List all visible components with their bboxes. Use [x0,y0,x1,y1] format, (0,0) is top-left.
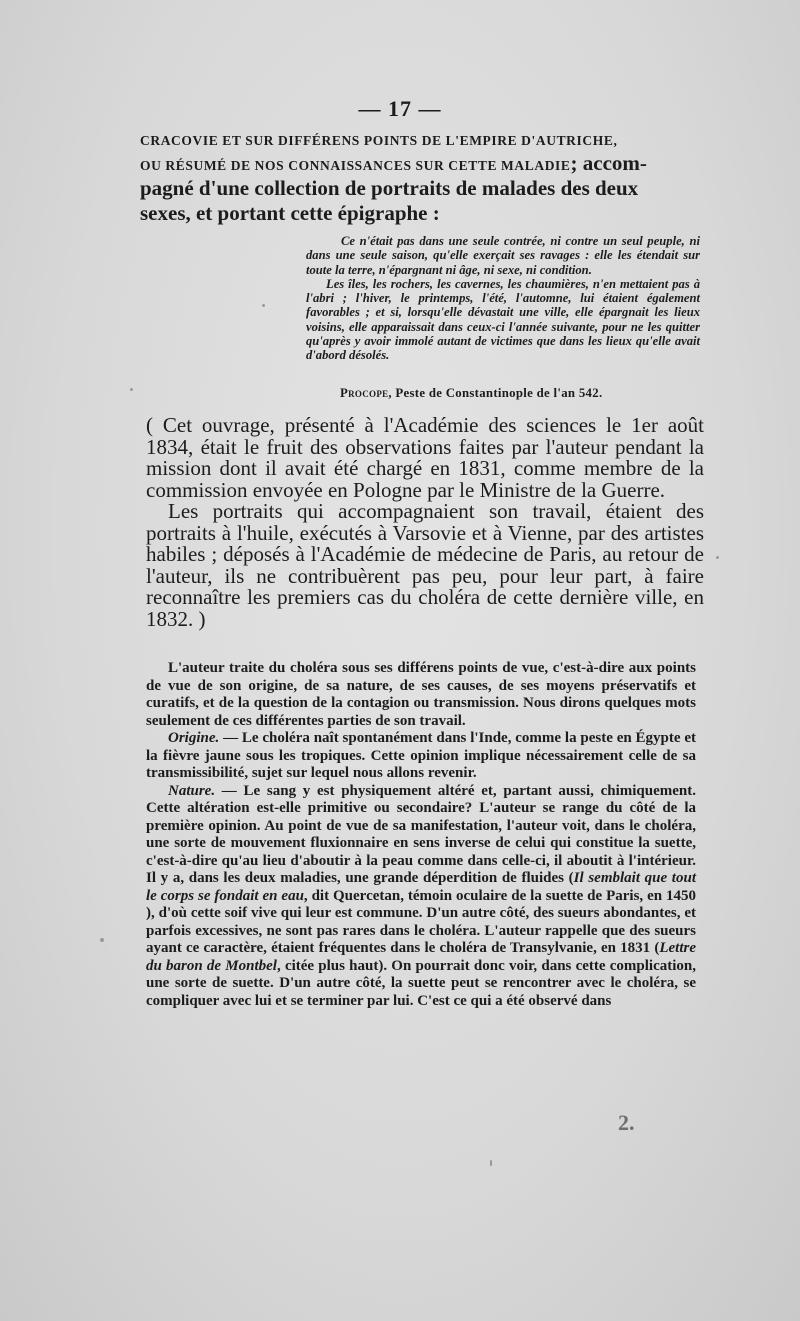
title-line-1: CRACOVIE ET SUR DIFFÉRENS POINTS DE L'EMPIRE D'AUTRICHE, [140,133,618,148]
paper-speck [716,556,719,559]
origin-text: — Le choléra naît spontanément dans l'Inde, comme la peste en Égypte et la fièvre jaune sous les tropiques. Cette opinion implique nécessairement celle de sa transmissibilité, sujet sur lequel nous allons revenir. [146,730,696,781]
title-block [140,130,696,227]
body-text [146,660,696,1010]
paper-speck [262,304,265,307]
paper-speck [100,938,104,942]
title-line-3: pagné d'une collection de portraits de malades des deux [140,176,639,200]
body-paragraph-nature [146,783,696,1011]
title-line-4: sexes, et portant cette épigraphe : [140,201,440,225]
nature-text-a: — Le sang y est physiquement altéré et, partant aussi, chimiquement. Cette altération est-elle primitive ou secondaire? L'auteur se range du côté de la première opinion. Au point de vue de sa manifestation, l'auteur voit, dans le choléra, une sorte de mouvement fluxionnaire en sens inverse de celui qui constitue la suette, c'est-à-dire qu'au lieu d'aboutir à la peau comme dans celle-ci, il aboutit à l'intérieur. Il y a, dans les deux maladies, une grande déperdition de fluides ( [146,782,696,886]
origin-label: Origine. [168,730,220,746]
page-number: — 17 — [358,96,442,121]
epigraph-paragraph-2: Les îles, les rochers, les cavernes, les chaumières, n'en mettaient pas à l'abri ; l'hiver, le printemps, l'été, l'automne, lui étaient également favorables ; et si, lorsqu'elle dévastait une ville, elle épargnait les lieux voisins, elle apparaissait dans ceux-ci l'année suivante, pour ne les quitter qu'après y avoir immolé autant de victimes que dans les lieux qu'elle avait d'abord désolés. [306,276,700,363]
paper-speck [490,1160,492,1166]
epigraph-paragraph-1: Ce n'était pas dans une seule contrée, ni contre un seul peuple, ni dans une seule saison, qu'elle exerçait ses ravages : elle les étendait sur toute la terre, n'épargnant ni âge, ni sexe, ni condition. [306,234,700,277]
title-line-2: OU RÉSUMÉ DE NOS CONNAISSANCES SUR CETTE MALADIE [140,158,571,173]
nature-label: Nature. [168,782,216,799]
nature-citation: Lettre du baron de Montbel [146,940,696,974]
paper-speck [130,388,133,391]
nature-quote: Il semblait que tout le corps se fondait en eau [146,870,696,904]
nature-text-b: , dit Quercetan, témoin oculaire de la suette de Paris, en 1450 ), d'où cette soif vive qui leur est commune. D'un autre côté, des sueurs abondantes, et parfois excessives, ne sont pas rares dans le choléra. L'auteur rappelle que des sueurs ayant ce caractère, étaient fréquentes dans le choléra de Transylvanie, en 1831 ( [146,887,696,956]
epigraph-attribution [340,386,700,401]
nature-text-c: , citée plus haut). On pourrait donc voir, dans cette complication, une sorte de suette. D'un autre côté, la suette peut se rencontrer avec le choléra, se compliquer avec lui et se terminer par lui. C'est ce qui a été observé dans [146,957,696,1009]
epigraph [306,234,700,363]
bracketed-note-paragraph-1: ( Cet ouvrage, présenté à l'Académie des sciences le 1er août 1834, était le fruit des observations faites par l'auteur pendant la mission dont il avait été chargé en 1831, comme membre de la commission envoyée en Pologne par le Ministre de la Guerre. [146,413,704,502]
attribution-source: , Peste de Constantinople de l'an 542. [388,386,603,400]
title-line-2-tail: ; accom- [570,151,647,175]
body-paragraph-intro: L'auteur traite du choléra sous ses différens points de vue, c'est-à-dire aux points de vue de son origine, de sa nature, de ses causes, de ses moyens préservatifs et curatifs, et de la question de la contagion ou transmission. Nous dirons quelques mots seulement de ces différentes parties de son travail. [146,660,696,729]
bracketed-note-paragraph-2: Les portraits qui accompagnaient son travail, étaient des portraits à l'huile, exécutés à Varsovie et à Vienne, par des artistes habiles ; déposés à l'Académie de médecine de Paris, au retour de l'auteur, ils ne contribuèrent pas peu, pour leur part, à faire reconnaître les premiers cas du choléra de cette dernière ville, en 1832. ) [146,499,704,631]
attribution-author: Procope [340,386,389,400]
bracketed-note [146,415,704,630]
body-paragraph-origin [146,730,696,783]
signature-mark: 2. [618,1110,635,1135]
